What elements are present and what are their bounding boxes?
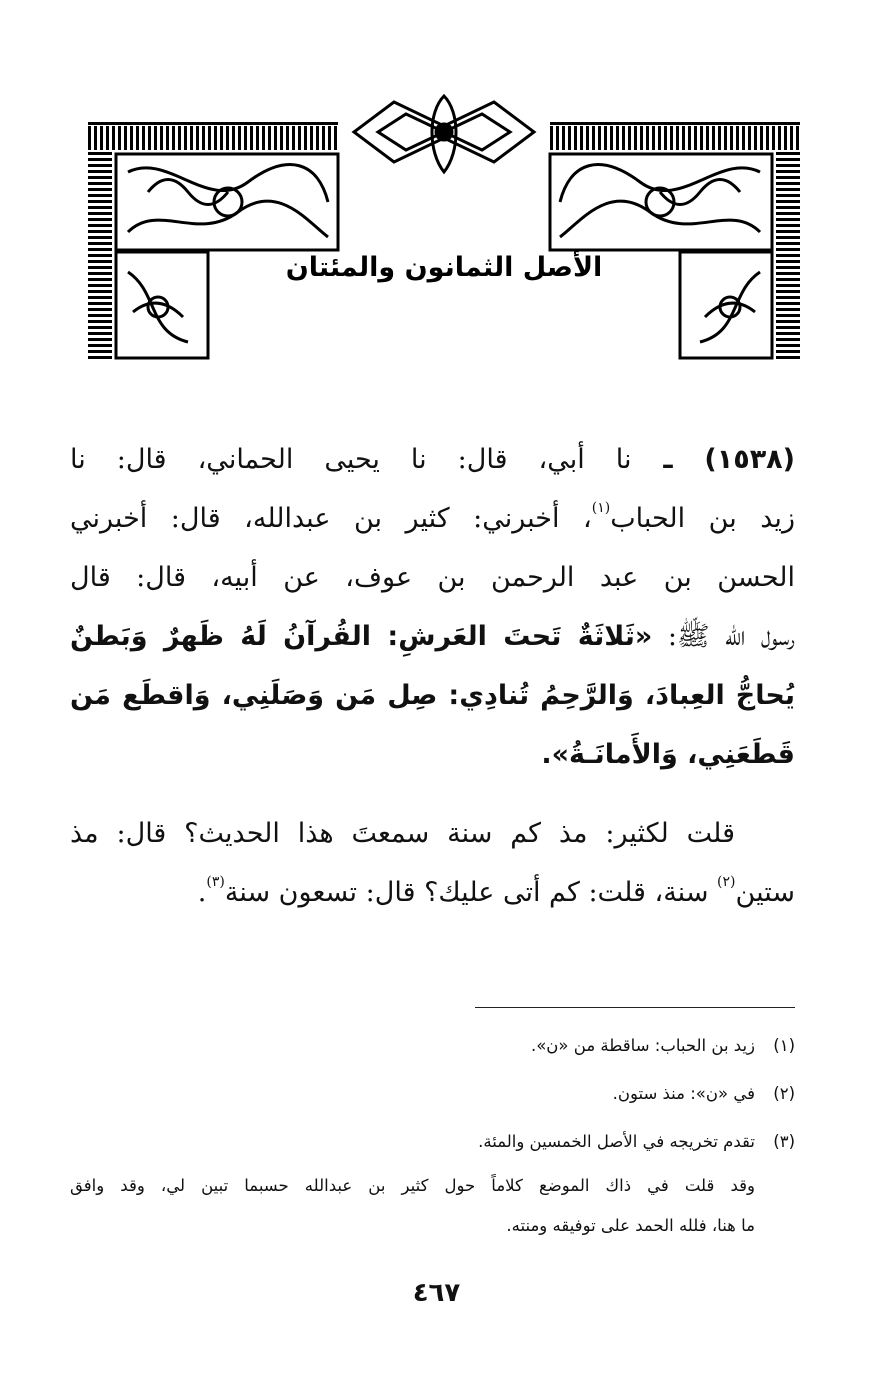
prophetic-saying: «ثَلاثَةٌ تَحتَ العَرشِ: القُرآنُ لَهُ ظَهرٌ وَبَطنٌ: [70, 621, 653, 652]
text-line: [70, 489, 795, 548]
ornament-frame-icon: [88, 92, 800, 360]
chapter-header-ornament: [88, 92, 800, 360]
text-span: ، أخبرني: كثير بن عبدالله، قال: أخبرني: [70, 503, 592, 534]
text-span: رسول الله ﷺ:: [652, 621, 795, 652]
prophetic-saying: يُحاجُّ العِبادَ، وَالرَّحِمُ تُنادِي: صِل مَن وَصَلَنِي، وَاقطَع مَن: [70, 680, 795, 711]
paragraph-2: [70, 804, 795, 922]
hadith-number: (١٥٣٨) ـ: [631, 444, 795, 475]
text-span: ستين: [735, 877, 795, 908]
text-span: سنة، قلت: كم أتى عليك؟ قال: تسعون سنة: [224, 877, 718, 908]
chapter-title: الأصل الثمانون والمئتان: [285, 252, 603, 283]
page-number: ٤٦٧: [412, 1278, 461, 1308]
footnote-ref[interactable]: (١): [591, 500, 611, 516]
text-line: [70, 804, 795, 863]
text-line: [70, 607, 795, 666]
text-line: [70, 548, 795, 607]
footnote-number: (٣): [773, 1132, 795, 1151]
footnote-number: (١): [773, 1036, 795, 1055]
text-span: الحسن بن عبد الرحمن بن عوف، عن أبيه، قال: قال: [70, 562, 795, 593]
text-span: .: [197, 877, 207, 908]
footnote-number: (٢): [773, 1084, 795, 1103]
footnote-ref[interactable]: (٢): [717, 874, 736, 890]
hadith-text: [70, 430, 795, 922]
footnote-text: زيد بن الحباب: ساقطة من «ن».: [530, 1036, 755, 1055]
text-span: زيد بن الحباب: [610, 503, 795, 534]
text-line: [70, 725, 795, 784]
text-span: .: [541, 739, 552, 770]
text-span: نا أبي، قال: نا يحيى الحماني، قال: نا: [70, 444, 632, 475]
footnote-item: [70, 1070, 795, 1118]
footnote-item: [70, 1022, 795, 1070]
footnotes: [70, 1022, 795, 1246]
footnote-item: [70, 1118, 795, 1166]
text-line: [70, 666, 795, 725]
prophetic-saying: قَطَعَنِي، وَالأَمانَـةُ»: [551, 739, 795, 770]
footnote-text: في «ن»: منذ ستون.: [612, 1084, 755, 1103]
footnote-continuation-line: ما هنا، فلله الحمد على توفيقه ومنته.: [506, 1216, 755, 1235]
text-line: [70, 863, 795, 922]
footnote-text: تقدم تخريجه في الأصل الخمسين والمئة.: [478, 1132, 755, 1151]
footnote-continuation-line: وقد قلت في ذاك الموضع كلاماً حول كثير بن عبدالله حسبما تبين لي، وقد وافق: [70, 1176, 755, 1195]
footnote-ref[interactable]: (٣): [206, 874, 225, 890]
footnote-divider: [475, 1007, 795, 1008]
text-line: [70, 430, 795, 489]
text-span: قلت لكثير: مذ كم سنة سمعتَ هذا الحديث؟ قال: مذ: [70, 818, 735, 849]
